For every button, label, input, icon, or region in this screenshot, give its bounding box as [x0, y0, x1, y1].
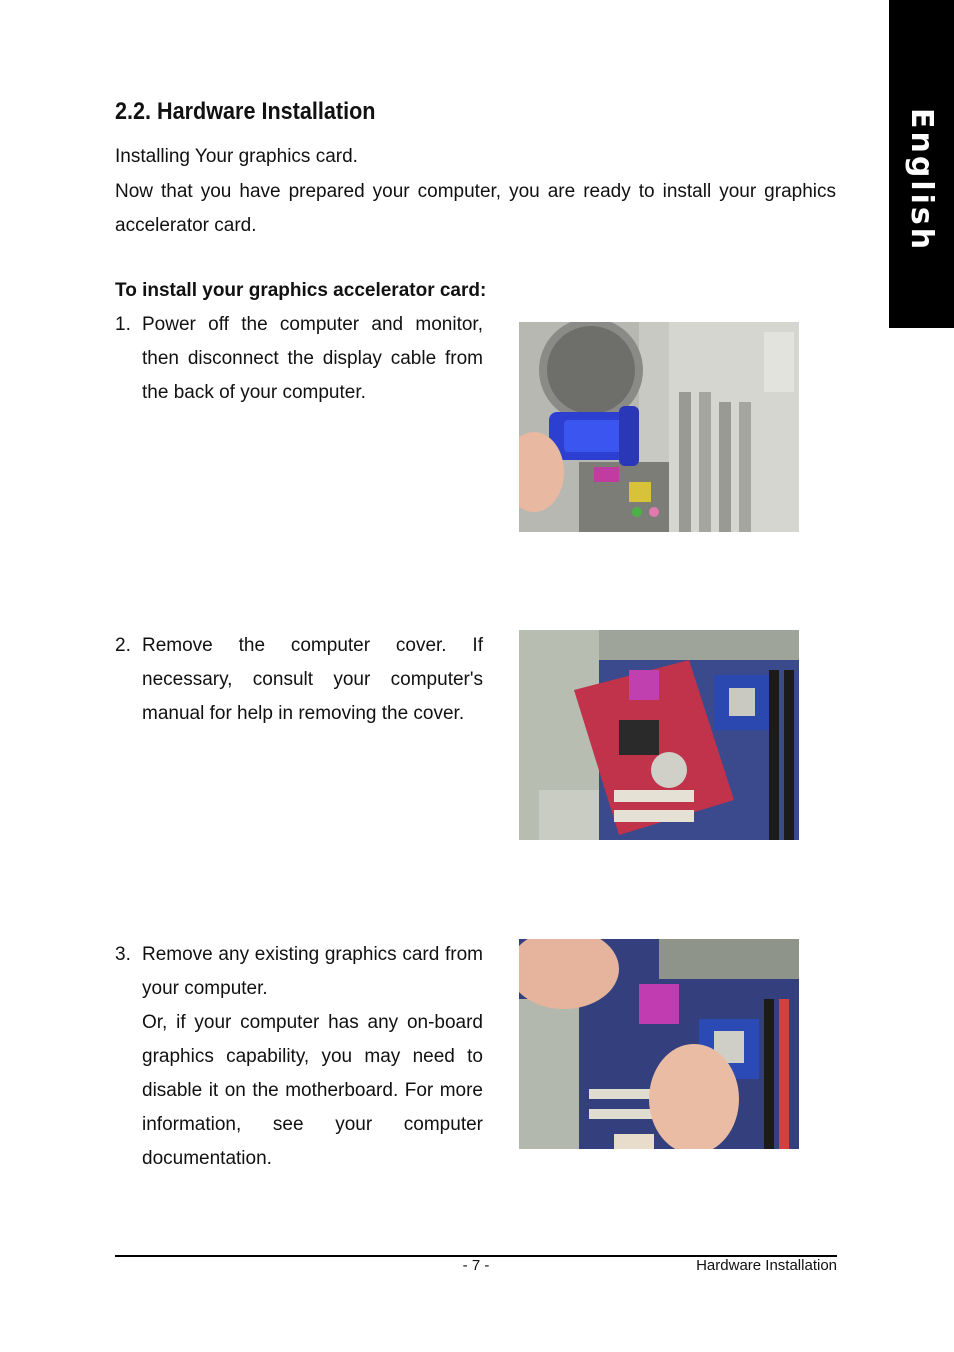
intro-paragraph: Now that you have prepared your computer, you are ready to install your graphics accelerator card. [115, 181, 836, 236]
page-number: - 7 - [462, 1257, 490, 1274]
step-paragraph: Power off the computer and monitor, then disconnect the display cable from the back of your computer. [142, 314, 483, 403]
step-3 [115, 938, 483, 1176]
intro-line: Installing Your graphics card. [115, 146, 358, 167]
language-tab [889, 0, 954, 328]
install-subheading: To install your graphics accelerator card: [115, 280, 487, 301]
photo-open-case [519, 630, 799, 840]
step-number: 2. [115, 635, 131, 656]
step-2 [115, 629, 483, 731]
step-paragraph: Or, if your computer has any on-board graphics capability, you may need to disable it on the motherboard. For more information, see your computer documentation. [142, 1012, 483, 1169]
language-tab-label: English [904, 108, 939, 253]
footer-section-name: Hardware Installation [696, 1257, 837, 1274]
step-paragraph: Remove the computer cover. If necessary, consult your computer's manual for help in removing the cover. [142, 635, 483, 724]
photo-disconnect-cable [519, 322, 799, 532]
step-paragraph: Remove any existing graphics card from your computer. [142, 944, 483, 999]
step-text [142, 938, 483, 1176]
photo-remove-card [519, 939, 799, 1149]
step-text [142, 629, 483, 731]
step-text [142, 308, 483, 410]
step-number: 3. [115, 944, 131, 965]
step-1 [115, 308, 483, 410]
section-heading: 2.2. Hardware Installation [115, 98, 376, 125]
step-number: 1. [115, 314, 131, 335]
